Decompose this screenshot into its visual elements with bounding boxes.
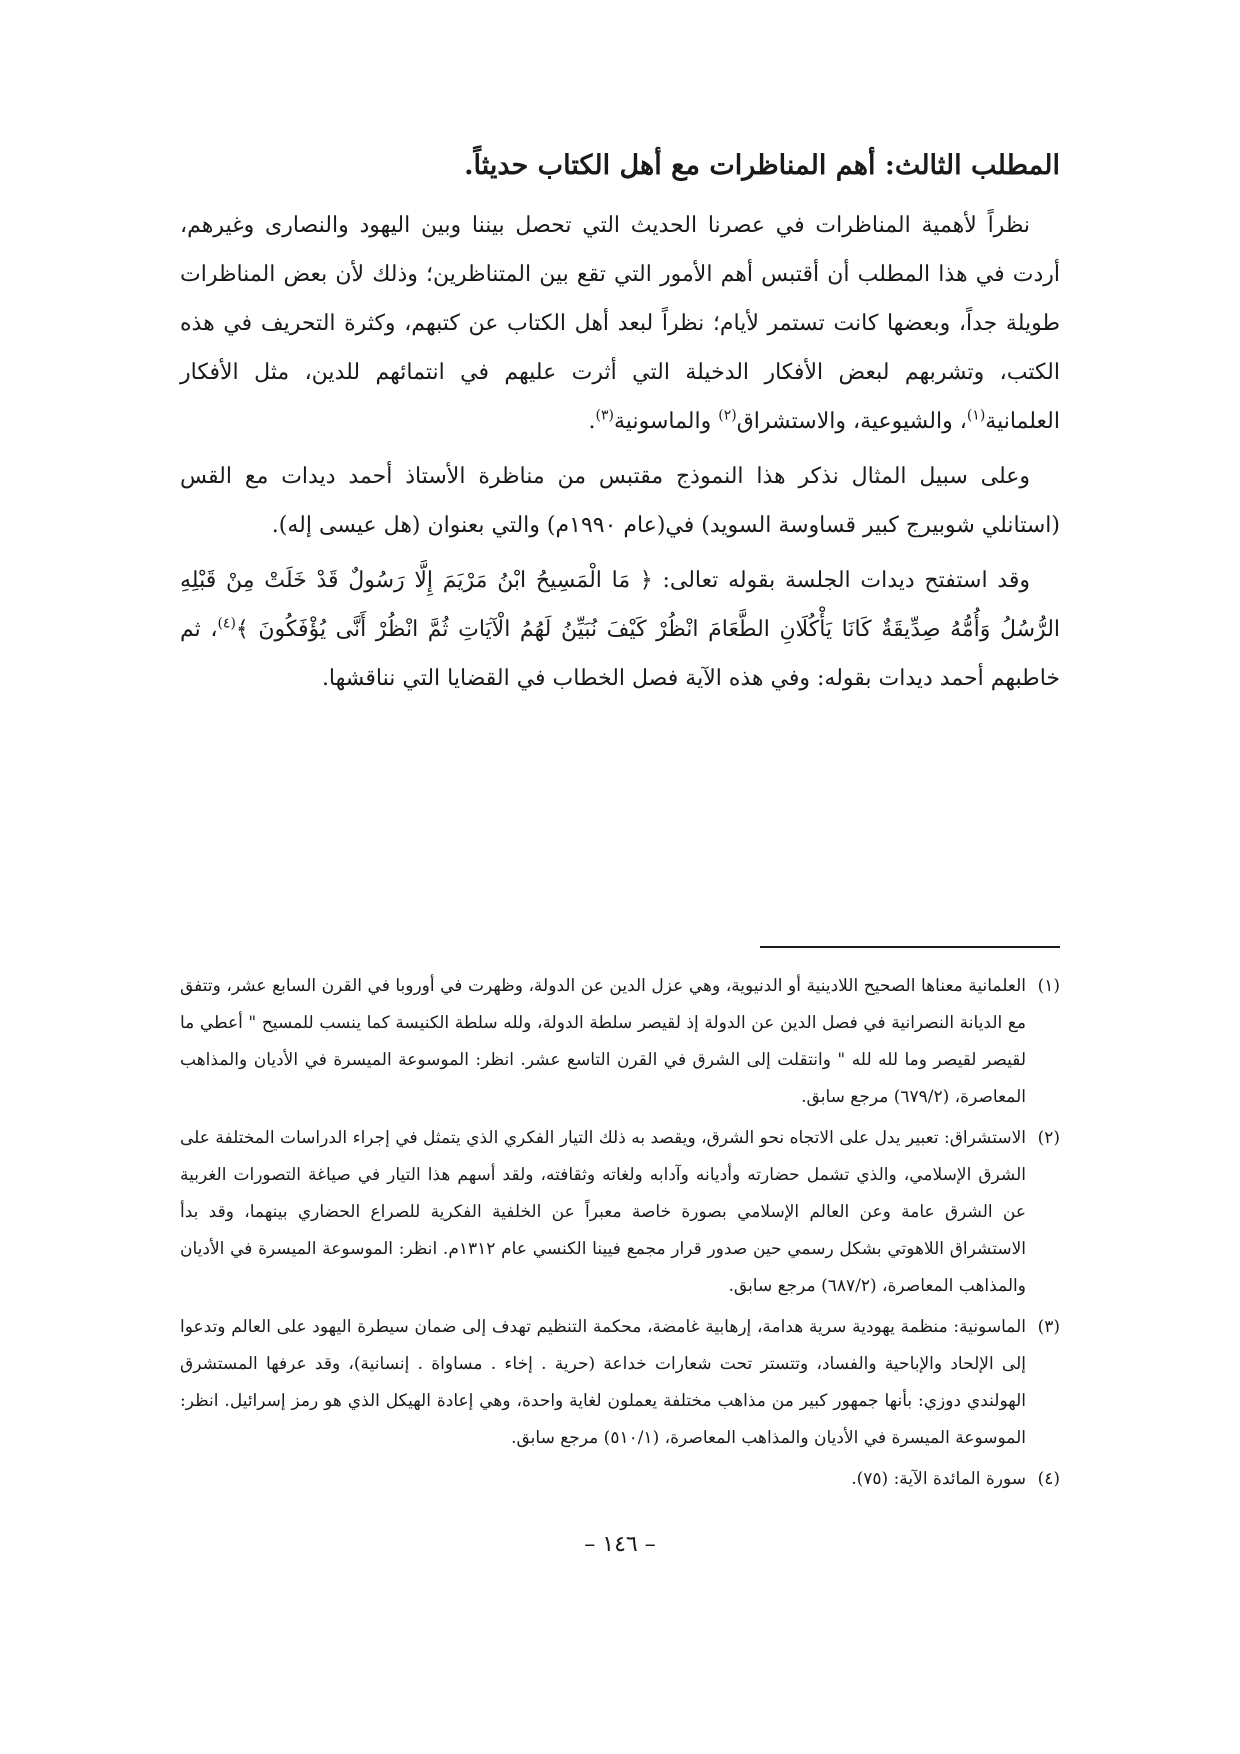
footnote-number: (٣) [1037,1317,1060,1337]
footnote-item [180,968,1060,1116]
paragraph-intro [180,201,1060,446]
footnote-number: (٢) [1037,1128,1060,1148]
footnote-divider [760,946,1060,948]
footnote-item [180,1120,1060,1305]
section-heading: المطلب الثالث: أهم المناظرات مع أهل الكتاب حديثاً. [464,150,1060,181]
paragraph-example: وعلى سبيل المثال نذكر هذا النموذج مقتبس من مناظرة الأستاذ أحمد ديدات مع القس (استانلي شوبيرج كبير قساوسة السويد) في(عام ١٩٩٠م) والتي بعنوان (هل عيسى إله). [180,464,1060,539]
footnotes-section [180,968,1060,1502]
paragraph-verse [180,556,1060,703]
footnote-item [180,1461,1060,1498]
footnote-number: (٤) [1037,1469,1060,1489]
paragraph-intro-text-b: ، والشيوعية، والاستشراق [736,409,967,435]
footnote-ref-2[interactable]: (٢) [718,407,737,424]
paragraph-intro-text: نظراً لأهمية المناظرات في عصرنا الحديث التي تحصل بيننا وبين اليهود والنصارى وغيرهم، أردت في هذا المطلب أن أقتبس أهم الأمور التي تقع بين المتناظرين؛ وذلك لأن بعض المناظرات طويلة جداً، وبعضها كانت تستمر لأيام؛ نظراً لبعد أهل الكتاب عن كتبهم، وكثرة التحريف في هذه الكتب، وتشربهم لبعض الأفكار الدخيلة التي أثرت عليهم في انتمائهم للدين، مثل الأفكار العلمانية [180,213,1060,435]
footnote-item [180,1309,1060,1457]
footnote-text: العلمانية معناها الصحيح اللادينية أو الدنيوية، وهي عزل الدين عن الدولة، وظهرت في أوروبا في القرن السابع عشر، وتتفق مع الديانة النصرانية في فصل الدين عن الدولة إذ لقيصر سلطة الدولة، ولله سلطة الكنيسة كما ينسب للمسيح " أعطي ما لقيصر لقيصر وما لله لله " وانتقلت إلى الشرق في القرن التاسع عشر. انظر: الموسوعة الميسرة في الأديان والمذاهب المعاصرة، (٦٧٩/٢) مرجع سابق. [180,976,1026,1107]
footnote-ref-3[interactable]: (٣) [595,407,615,424]
footnote-text: الماسونية: منظمة يهودية سرية هدامة، إرهابية غامضة، محكمة التنظيم تهدف إلى ضمان سيطرة اليهود على العالم وتدعوا إلى الإلحاد والإباحية والفساد، وتتستر تحت شعارات خداعة (حرية . إخاء . مساواة . إنسانية)، وقد عرفها المستشرق الهولندي دوزي: بأنها جمهور كبير من مذاهب مختلفة يعملون لغاية واحدة، وهي إعادة الهيكل الذي هو رمز إسرائيل. انظر: الموسوعة الميسرة في الأديان والمذاهب المعاصرة، (٥١٠/١) مرجع سابق. [180,1317,1026,1448]
footnote-number: (١) [1037,976,1060,996]
footnote-ref-4[interactable]: (٤) [217,615,236,632]
footnote-text: الاستشراق: تعبير يدل على الاتجاه نحو الشرق، ويقصد به ذلك التيار الفكري الذي يتمثل في إجراء الدراسات المختلفة على الشرق الإسلامي، والذي تشمل حضارته وأديانه وآدابه ولغاته وثقافته، ولقد أسهم هذا التيار في صياغة التصورات الغربية عن الشرق عامة وعن العالم الإسلامي بصورة خاصة معبراً عن الخلفية الفكرية للصراع الحضاري بينهما، وقد بدأ الاستشراق اللاهوتي بشكل رسمي حين صدور قرار مجمع فيينا الكنسي عام ١٣١٢م. انظر: الموسوعة الميسرة في الأديان والمذاهب المعاصرة، (٦٨٧/٢) مرجع سابق. [180,1128,1026,1296]
footnote-text: سورة المائدة الآية: (٧٥). [851,1469,1026,1489]
document-page [180,140,1060,1680]
paragraph-intro-text-c: والماسونية [614,409,719,435]
paragraph-intro-text-d: . [588,409,596,435]
footnote-ref-1[interactable]: (١) [966,407,986,424]
page-number: – ١٤٦ – [584,1532,656,1557]
paragraph-verse-text-b: ، ثم خاطبهم أحمد ديدات بقوله: وفي هذه الآية فصل الخطاب في القضايا التي نناقشها. [180,617,1060,692]
paragraph-verse-text: وقد استفتح ديدات الجلسة بقوله تعالى: ﴿ مَا الْمَسِيحُ ابْنُ مَرْيَمَ إِلَّا رَسُولٌ قَدْ خَلَتْ مِنْ قَبْلِهِ الرُّسُلُ وَأُمُّهُ صِدِّيقَةٌ كَانَا يَأْكُلَانِ الطَّعَامَ انْظُرْ كَيْفَ نُبَيِّنُ لَهُمُ الْآيَاتِ ثُمَّ انْظُرْ أَنَّى يُؤْفَكُونَ ﴾ [180,568,1061,643]
